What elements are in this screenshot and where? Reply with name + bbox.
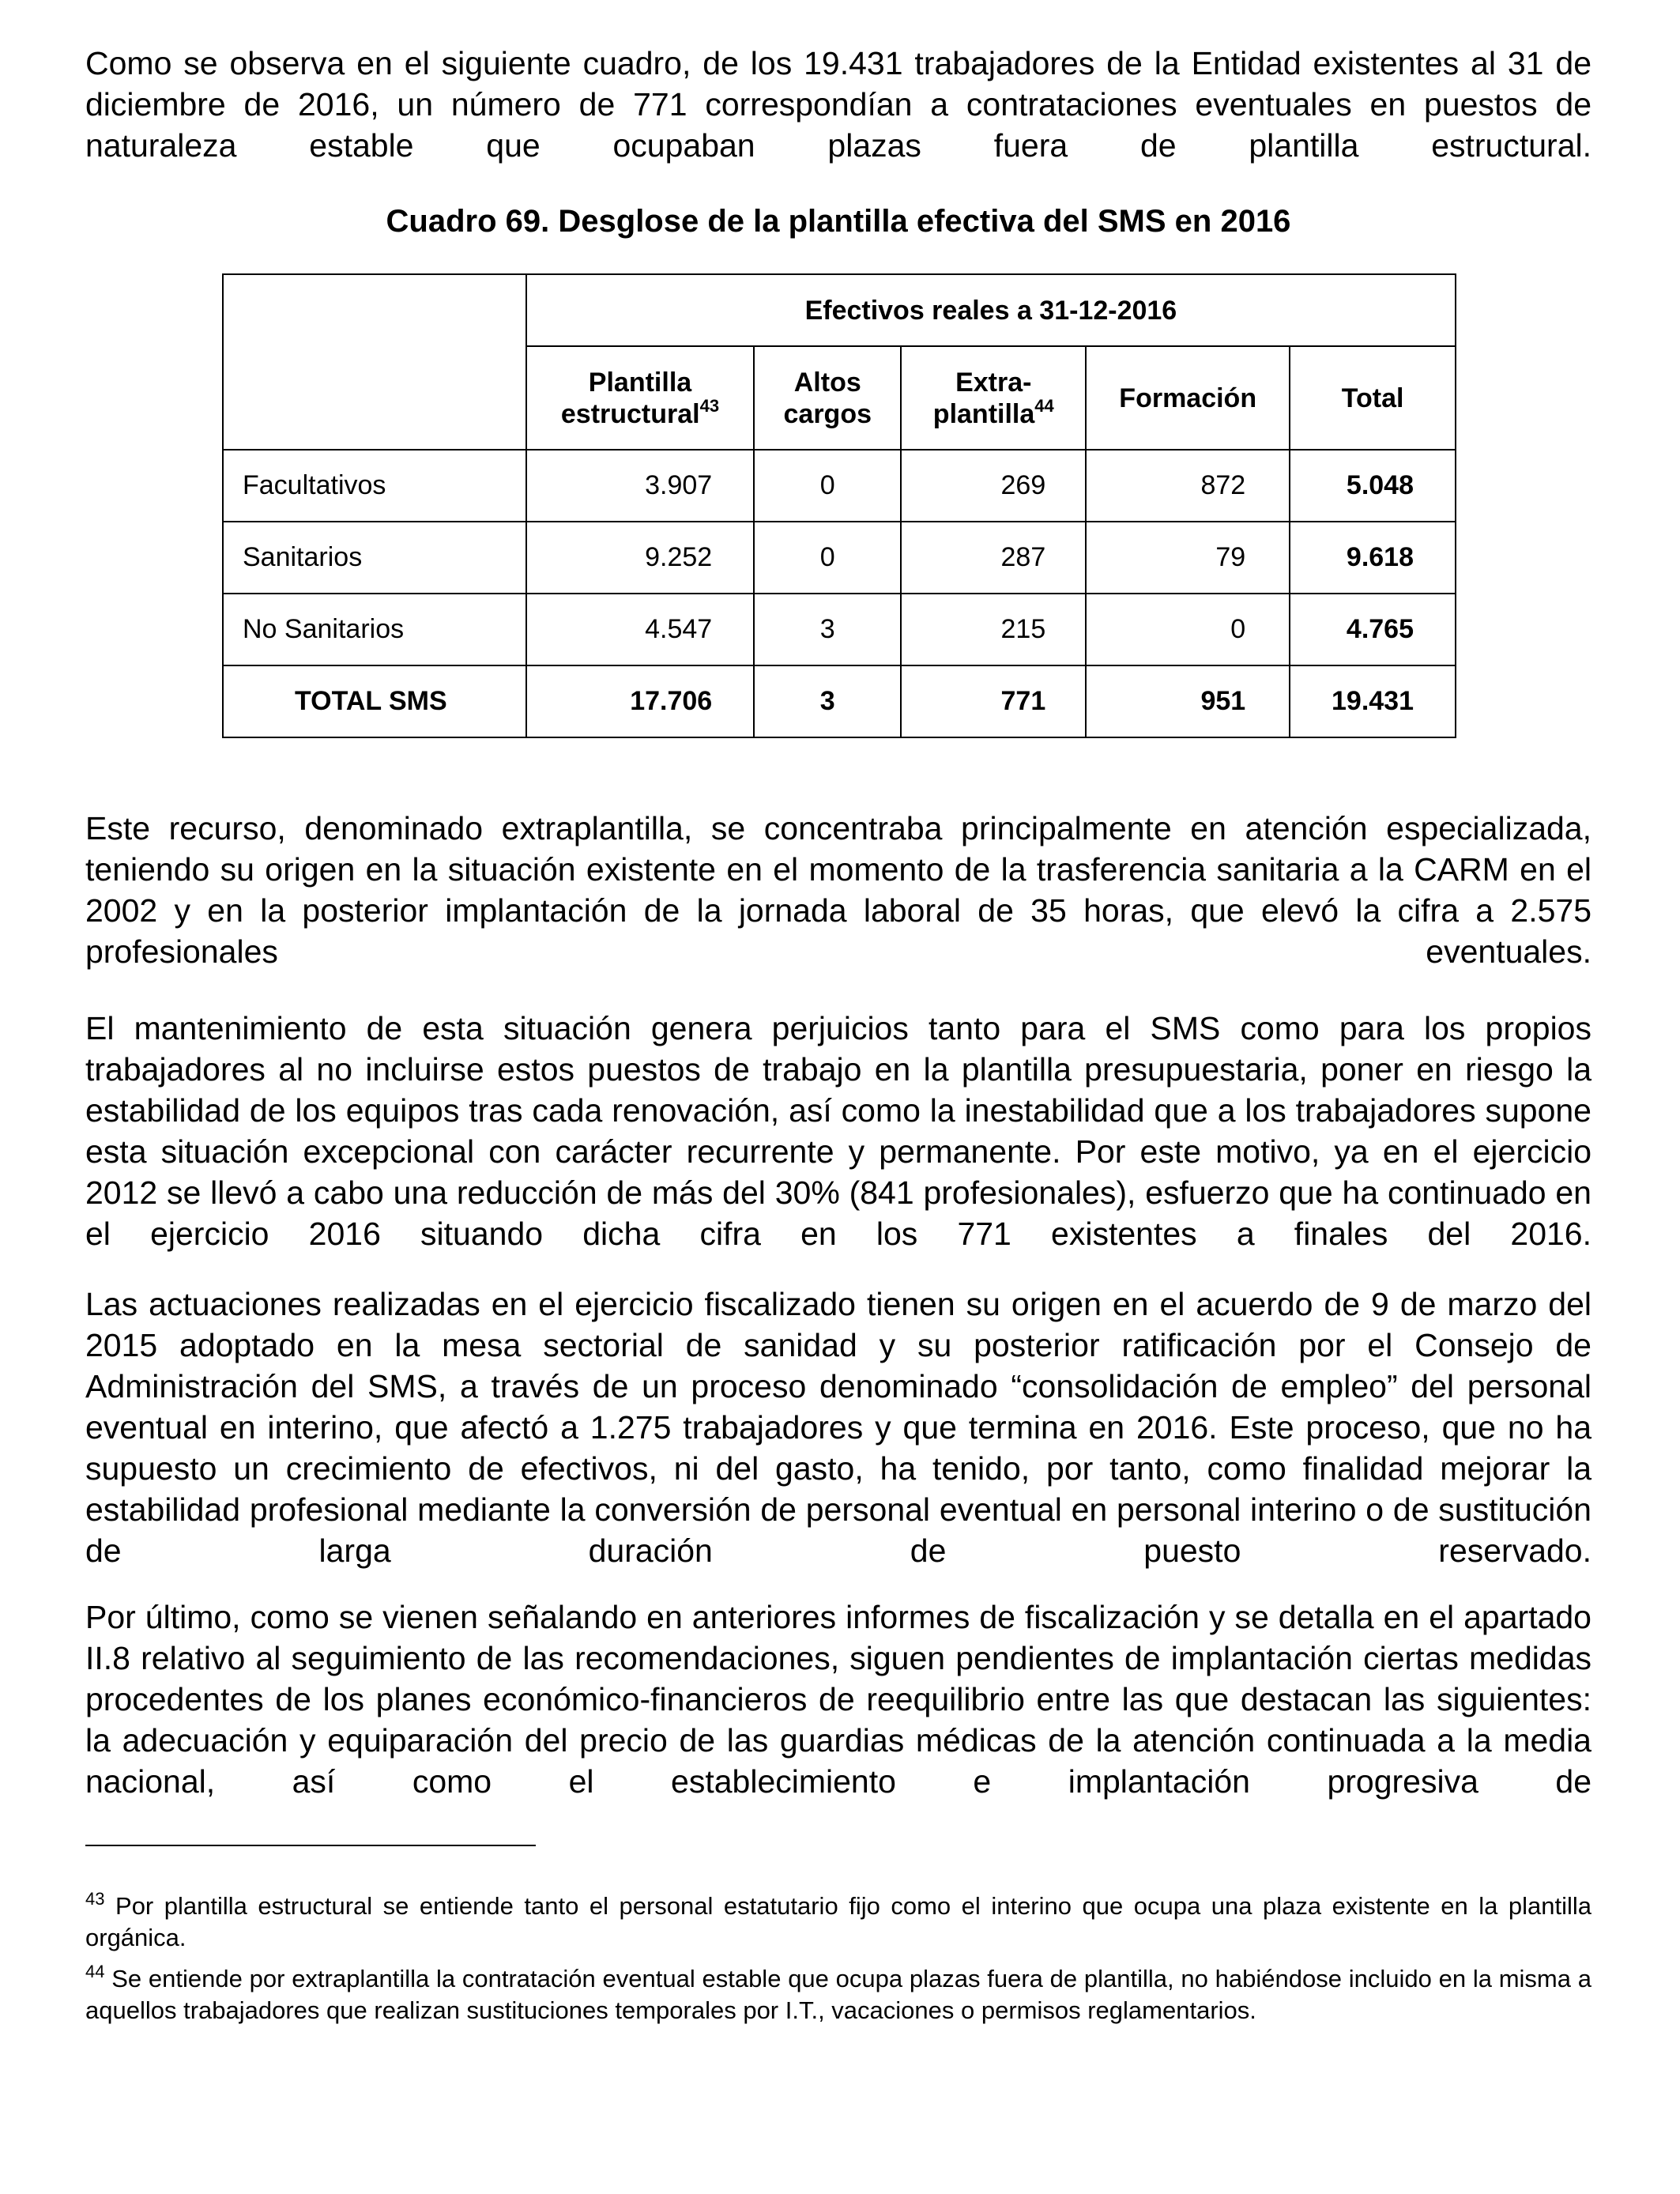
paragraph-actuaciones: Las actuaciones realizadas en el ejercicio fiscalizado tienen su origen en el acuerdo de 9 de marzo del 2015 adoptado en la mesa sectorial de sanidad y su posterior ratificación por el Consejo de Administración del SMS, a través de un proceso denominado “consolidación de empleo” del personal eventual en interino, que afectó a 1.275 trabajadores y que termina en 2016. Este proceso, que no ha supuesto un crecimiento de efectivos, ni del gasto, ha tenido, por tanto, como finalidad mejorar la estabilidad profesional mediante la conversión de personal eventual en personal interino o de sustitución de larga duración de puesto reservado. (85, 1286, 1591, 1569)
cell-extra: 269 (901, 450, 1086, 522)
col-header-altos-line2: cargos (783, 398, 872, 429)
table-total-row (223, 665, 1456, 737)
footnote-text: Se entiende por extraplantilla la contratación eventual estable que ocupa plazas fuera de plantilla, no habiéndose incluido en la misma a aquellos trabajadores que realizan sustituciones temporales por I.T., vacaciones o permisos reglamentarios. (85, 1965, 1591, 2024)
cell-plantilla: 4.547 (526, 594, 754, 665)
row-label: Sanitarios (223, 522, 526, 594)
cell-formacion: 872 (1086, 450, 1290, 522)
cell-altos: 3 (754, 594, 901, 665)
col-header-extra-line2: plantilla (932, 398, 1035, 429)
total-plantilla: 17.706 (526, 665, 754, 737)
footnote-number: 43 (85, 1889, 105, 1909)
footnote-43 (85, 1891, 1591, 1954)
cell-total: 5.048 (1290, 450, 1456, 522)
table-row (223, 594, 1456, 665)
cell-plantilla: 3.907 (526, 450, 754, 522)
total-formacion: 951 (1086, 665, 1290, 737)
footnote-number: 44 (85, 1962, 105, 1981)
cell-plantilla: 9.252 (526, 522, 754, 594)
cell-extra: 287 (901, 522, 1086, 594)
col-header-plantilla-line2: estructural (560, 398, 700, 429)
cell-formacion: 79 (1086, 522, 1290, 594)
row-label: Facultativos (223, 450, 526, 522)
col-header-plantilla-line1: Plantilla (588, 367, 692, 398)
table-caption: Cuadro 69. Desglose de la plantilla efectiva del SMS en 2016 (386, 204, 1291, 239)
cell-formacion: 0 (1086, 594, 1290, 665)
footnote-44 (85, 1963, 1591, 2026)
table-row (223, 522, 1456, 594)
group-header: Efectivos reales a 31-12-2016 (526, 274, 1456, 346)
empty-corner-cell (223, 274, 526, 450)
table-header-row-group (223, 274, 1456, 346)
row-label: No Sanitarios (223, 594, 526, 665)
col-header-altos (754, 346, 901, 450)
col-header-formacion: Formación (1086, 346, 1290, 450)
cell-total: 9.618 (1290, 522, 1456, 594)
cell-altos: 0 (754, 522, 901, 594)
cell-total: 4.765 (1290, 594, 1456, 665)
paragraph-ultimo: Por último, como se vienen señalando en anteriores informes de fiscalización y se detalla en el apartado II.8 relativo al seguimiento de las recomendaciones, siguen pendientes de implantación ciertas medidas procedentes de los planes económico-financieros de reequilibrio entre las que destacan las siguientes: la adecuación y equiparación del precio de las guardias médicas de la atención continuada a la media nacional, así como el establecimiento e implantación progresiva de (85, 1599, 1591, 1800)
col-header-extra-line1: Extra- (955, 367, 1032, 398)
footnote-ref-44: 44 (1034, 395, 1054, 416)
cell-extra: 215 (901, 594, 1086, 665)
intro-paragraph: Como se observa en el siguiente cuadro, de los 19.431 trabajadores de la Entidad existentes al 31 de diciembre de 2016, un número de 771 correspondían a contrataciones eventuales en puestos de naturaleza estable que ocupaban plazas fuera de plantilla estructural. (85, 45, 1591, 164)
total-total: 19.431 (1290, 665, 1456, 737)
col-header-plantilla (526, 346, 754, 450)
paragraph-mantenimiento: El mantenimiento de esta situación genera perjuicios tanto para el SMS como para los propios trabajadores al no incluirse estos puestos de trabajo en la plantilla presupuestaria, poner en riesgo la estabilidad de los equipos tras cada renovación, así como la inestabilidad que a los trabajadores supone esta situación excepcional con carácter recurrente y permanente. Por este motivo, ya en el ejercicio 2012 se llevó a cabo una reducción de más del 30% (841 profesionales), esfuerzo que ha continuado en el ejercicio 2016 situando dicha cifra en los 771 existentes a finales del 2016. (85, 1010, 1591, 1252)
col-header-extra (901, 346, 1086, 450)
footnote-separator (85, 1845, 536, 1846)
total-altos: 3 (754, 665, 901, 737)
col-header-total: Total (1290, 346, 1456, 450)
total-row-label: TOTAL SMS (223, 665, 526, 737)
footnote-ref-43: 43 (699, 395, 720, 416)
table-row (223, 450, 1456, 522)
paragraph-extraplantilla: Este recurso, denominado extraplantilla, se concentraba principalmente en atención especializada, teniendo su origen en la situación existente en el momento de la trasferencia sanitaria a la CARM en el 2002 y en la posterior implantación de la jornada laboral de 35 horas, que elevó la cifra a 2.575 profesionales eventuales. (85, 810, 1591, 970)
total-extra: 771 (901, 665, 1086, 737)
staff-breakdown-table (222, 273, 1456, 738)
col-header-altos-line1: Altos (793, 367, 861, 398)
cell-altos: 0 (754, 450, 901, 522)
footnote-text: Por plantilla estructural se entiende tanto el personal estatutario fijo como el interino que ocupa una plaza existente en la plantilla orgánica. (85, 1892, 1591, 1951)
